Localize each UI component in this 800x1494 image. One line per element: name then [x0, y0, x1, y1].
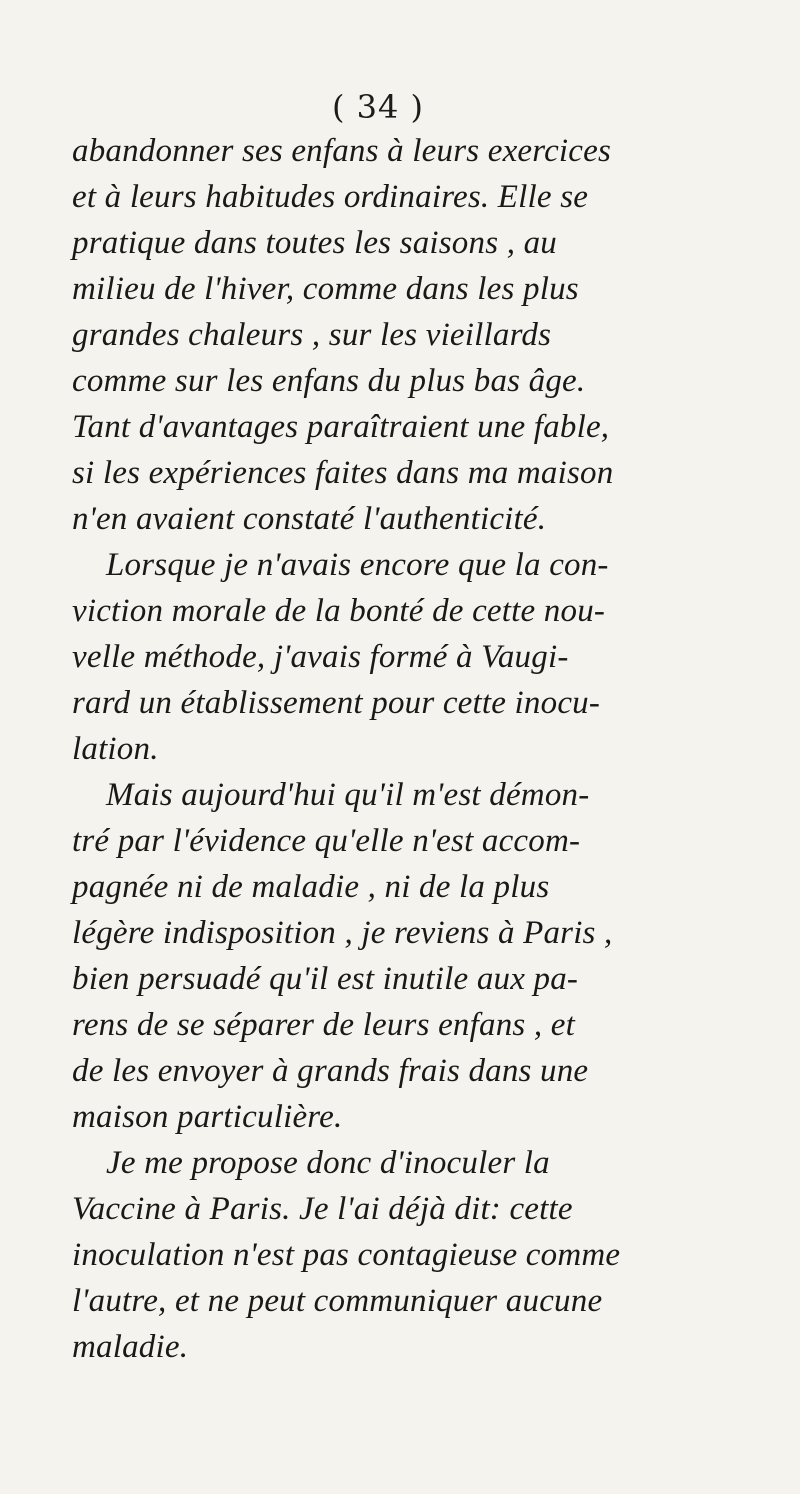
text-line: tré par l'évidence qu'elle n'est accom- [72, 823, 581, 859]
text-line: velle méthode, j'avais formé à Vaugi- [72, 639, 569, 675]
text-line: maison particulière. [72, 1099, 343, 1135]
text-line: Tant d'avantages paraîtraient une fable, [72, 409, 610, 445]
text-line: légère indisposition , je reviens à Paris , [72, 915, 613, 951]
text-line: n'en avaient constaté l'authenticité. [72, 501, 547, 537]
text-line: grandes chaleurs , sur les vieillards [72, 317, 552, 353]
text-line: lation. [72, 731, 159, 767]
text-line: bien persuadé qu'il est inutile aux pa- [72, 961, 579, 997]
text-line: rard un établissement pour cette inocu- [72, 685, 601, 721]
text-line: rens de se séparer de leurs enfans , et [72, 1007, 576, 1043]
text-line: Lorsque je n'avais encore que la con- [106, 547, 609, 583]
text-line: milieu de l'hiver, comme dans les plus [72, 271, 579, 307]
text-line: Vaccine à Paris. Je l'ai déjà dit: cette [72, 1191, 573, 1227]
text-line: abandonner ses enfans à leurs exercices [72, 133, 612, 169]
text-line: et à leurs habitudes ordinaires. Elle se [72, 179, 589, 215]
text-line: de les envoyer à grands frais dans une [72, 1053, 589, 1089]
text-line: pratique dans toutes les saisons , au [72, 225, 557, 261]
text-line: l'autre, et ne peut communiquer aucune [72, 1283, 603, 1319]
text-line: pagnée ni de maladie , ni de la plus [72, 869, 550, 905]
text-line: maladie. [72, 1329, 189, 1365]
text-line: Je me propose donc d'inoculer la [106, 1145, 550, 1181]
text-line: comme sur les enfans du plus bas âge. [72, 363, 586, 399]
text-line: si les expériences faites dans ma maison [72, 455, 614, 491]
text-line: inoculation n'est pas contagieuse comme [72, 1237, 621, 1273]
page-number: ( 34 ) [331, 88, 425, 126]
text-line: viction morale de la bonté de cette nou- [72, 593, 606, 629]
body-text [72, 128, 772, 1370]
text-line: Mais aujourd'hui qu'il m'est démon- [106, 777, 590, 813]
